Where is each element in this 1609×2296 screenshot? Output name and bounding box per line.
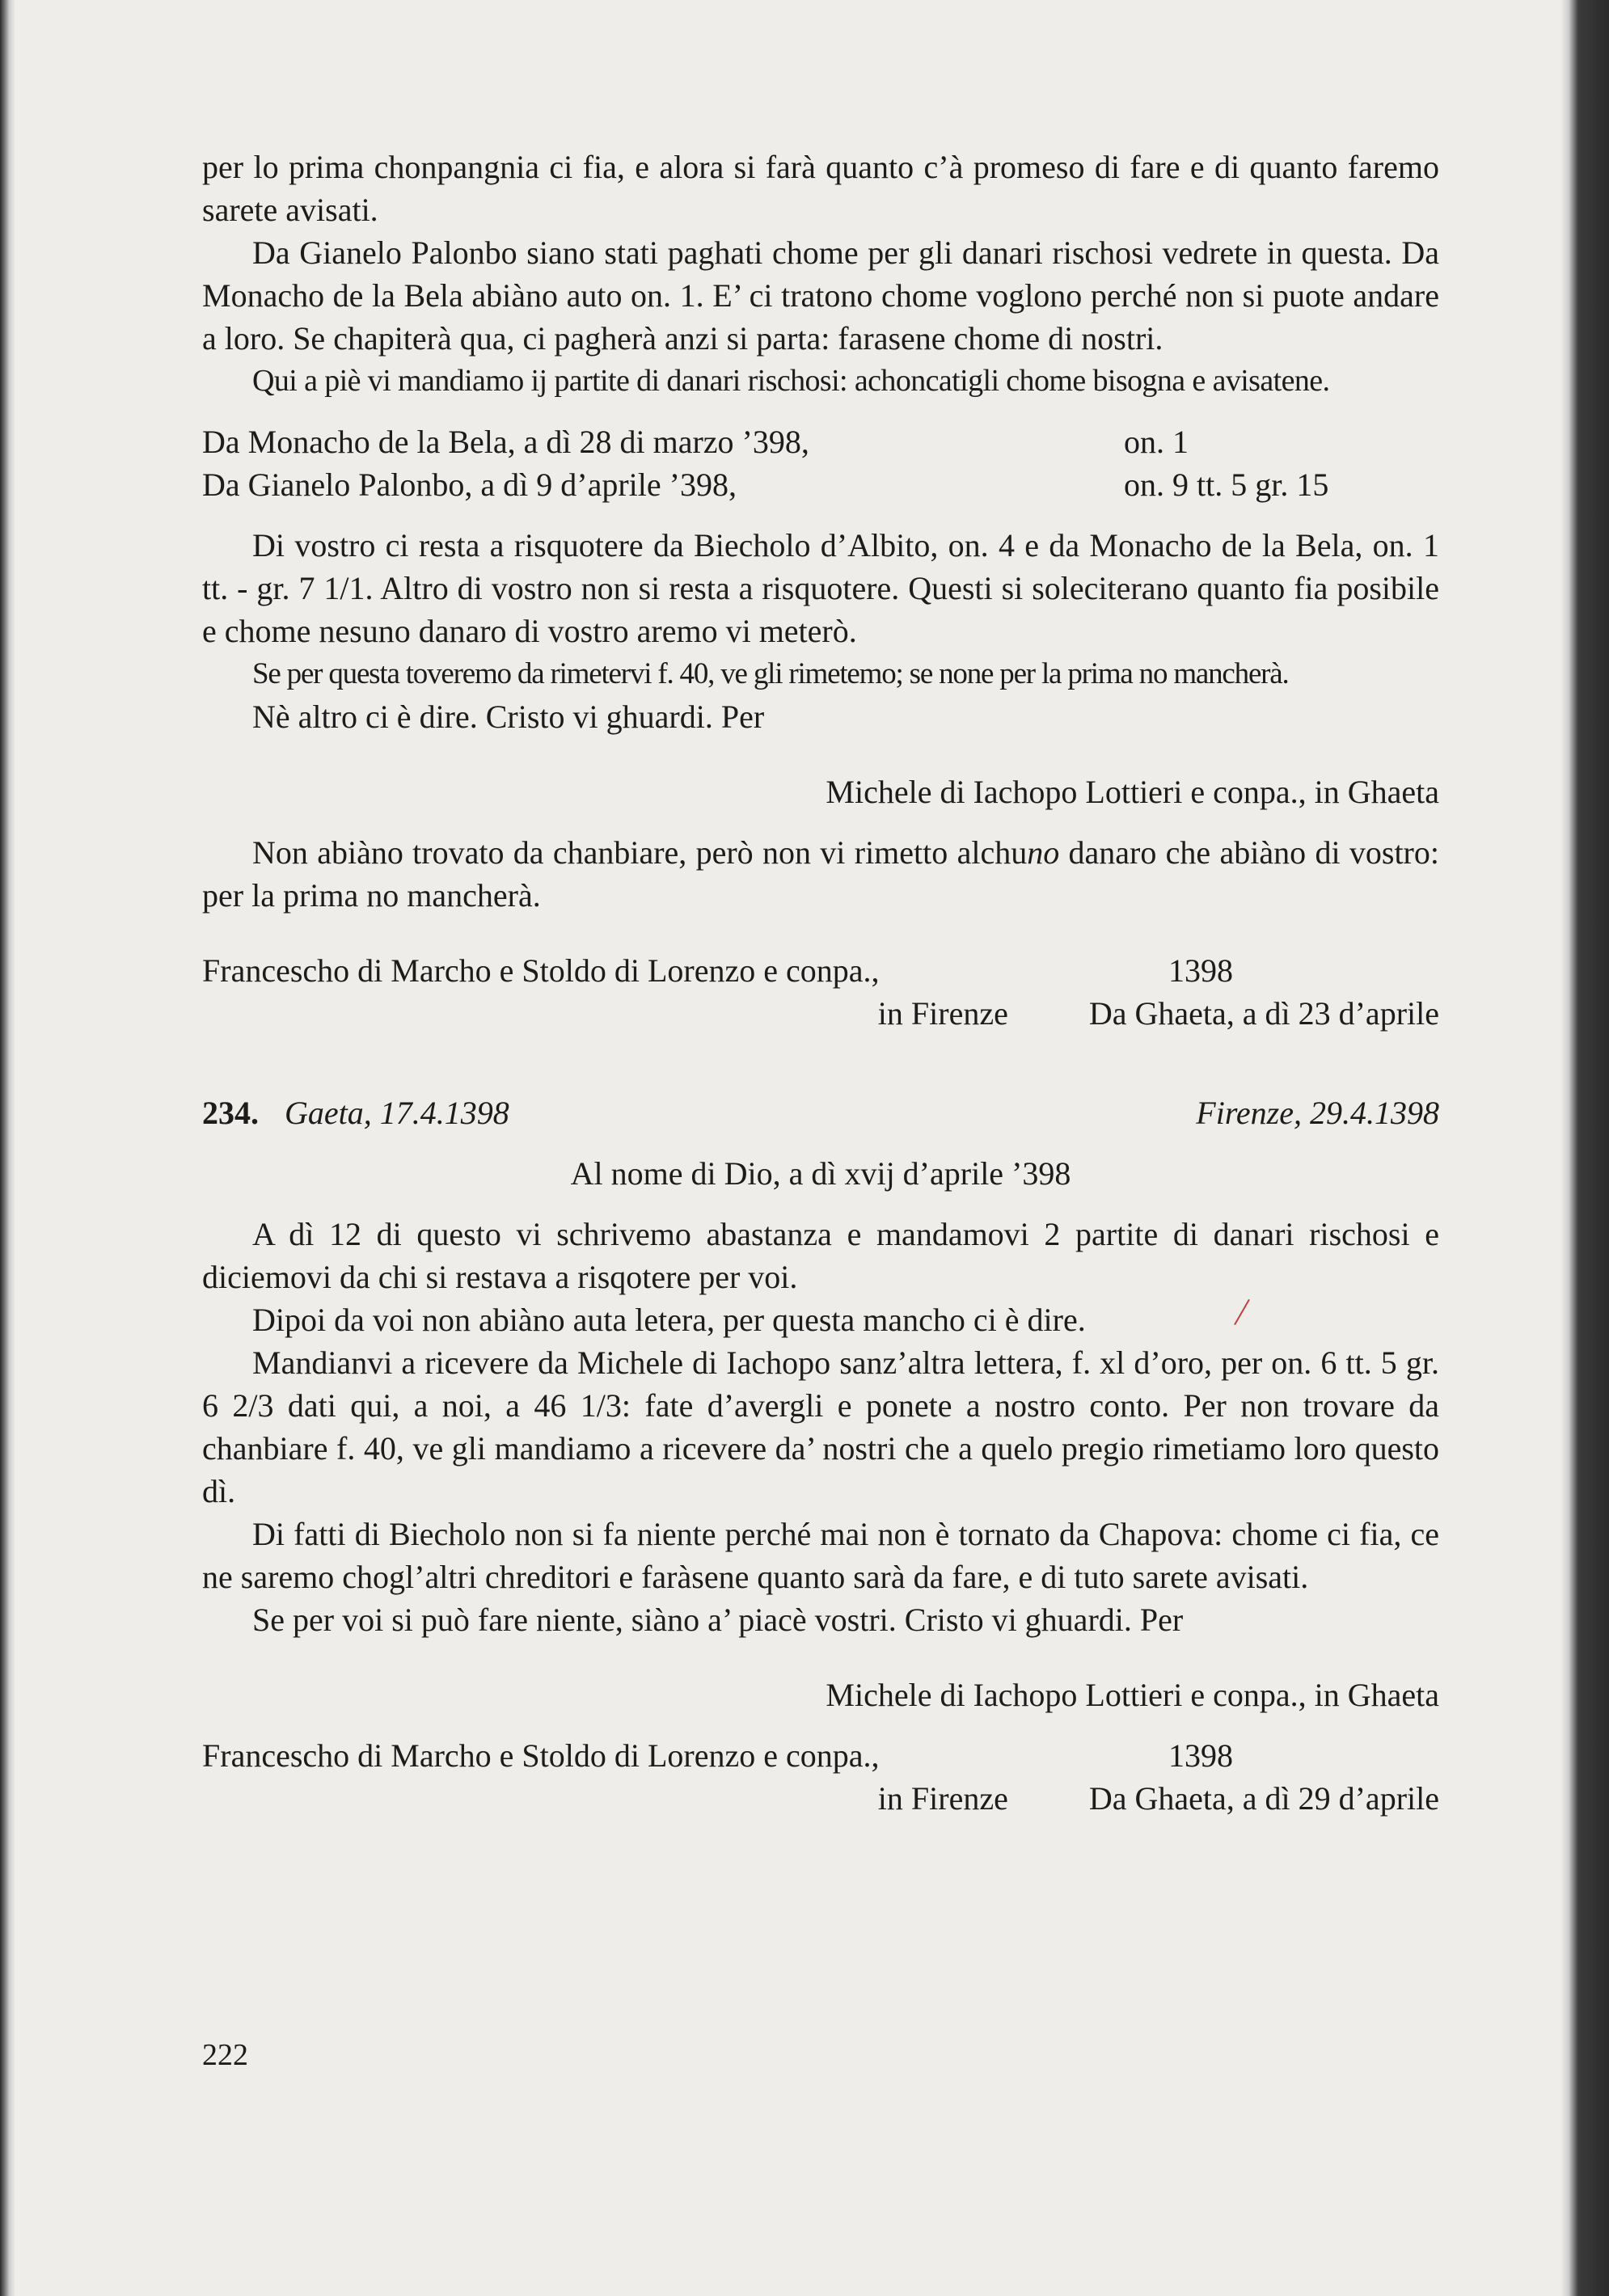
page-edge — [1560, 0, 1609, 2296]
address-dateline: Da Ghaeta, a dì 23 d’aprile — [1088, 995, 1439, 1032]
letter-number: 234. — [202, 1095, 259, 1131]
letter-number-origin — [202, 1091, 509, 1134]
paragraph-intro: per lo prima chonpangnia ci fia, e alora si farà quanto c’à promeso di fare e di quanto faremo sarete avisati. — [202, 149, 1439, 228]
account-label: Da Monacho de la Bela, a dì 28 di marzo ’398, — [202, 424, 809, 460]
letter-heading: Al nome di Dio, a dì xvij d’aprile ’398 — [570, 1155, 1071, 1192]
address-place: in Firenze — [877, 995, 1008, 1032]
account-entry-1 — [202, 420, 1439, 463]
paragraph-4: Di fatti di Biecholo non si fa niente perché mai non è tornato da Chapova: chome ci fia, ce ne saremo chogl’altri chreditori e faràsene quanto sarà da fare, e di tuto sarete avisati. — [202, 1516, 1439, 1595]
address-recipient: Francescho di Marcho e Stoldo di Lorenzo e conpa., — [202, 1737, 880, 1774]
address-line-1 — [202, 1734, 1439, 1777]
signature: Michele di Iachopo Lottieri e conpa., in Ghaeta — [826, 774, 1439, 810]
address-recipient: Francescho di Marcho e Stoldo di Lorenzo e conpa., — [202, 952, 880, 989]
paragraph-1: A dì 12 di questo vi schrivemo abastanza e mandamovi 2 partite di danari rischosi e diciemovi da chi si restava a risqotere per voi. — [202, 1216, 1439, 1295]
address-place: in Firenze — [877, 1780, 1008, 1817]
book-spine-shadow — [0, 0, 15, 2296]
paragraph-2: Dipoi da voi non abiàno auta letera, per questa mancho ci è dire. — [252, 1302, 1086, 1338]
paragraph-5: Se per voi si può fare niente, siàno a’ piacè vostri. Cristo vi ghuardi. Per — [252, 1602, 1184, 1638]
account-amount: on. 9 tt. 5 gr. 15 — [1124, 466, 1329, 503]
paragraph-postscript — [202, 831, 1439, 917]
address-year: 1398 — [1168, 1737, 1233, 1774]
letter-header — [202, 1091, 1439, 1134]
signature: Michele di Iachopo Lottieri e conpa., in Ghaeta — [826, 1677, 1439, 1713]
account-entry-2 — [202, 463, 1439, 506]
account-amount: on. 1 — [1124, 424, 1189, 460]
page-number: 222 — [202, 2038, 248, 2072]
postscript-text-end: danaro che abiàno di vostro: per la prima no mancherà. — [202, 834, 1439, 914]
postscript-text: Non abiàno trovato da chanbiare, però non vi rimetto alchu — [252, 834, 1028, 871]
paragraph-3: Mandianvi a ricevere da Michele di Iachopo sanz’altra lettera, f. xl d’oro, per on. 6 tt. 5 gr. 6 2/3 dati qui, a noi, a 46 1/3: fate d’avergli e ponete a nostro conto. Per non trovare da chanbiare f. 40, ve gli mandiamo a ricevere da’ nostri che a quelo pregio rimetiamo loro questo dì. — [202, 1344, 1439, 1509]
address-line-2 — [202, 1777, 1439, 1820]
letter-destination: Firenze, 29.4.1398 — [1196, 1095, 1439, 1131]
account-label: Da Gianelo Palonbo, a dì 9 d’aprile ’398, — [202, 466, 737, 503]
address-dateline: Da Ghaeta, a dì 29 d’aprile — [1088, 1780, 1439, 1817]
paragraph-partite: Qui a piè vi mandiamo ij partite di danari rischosi: achoncatigli chome bisogna e avisatene. — [252, 364, 1330, 398]
text-block — [202, 146, 1439, 1820]
paragraph-rimeter: Se per questa toveremo da rimetervi f. 40, ve gli rimetemo; se none per la prima no mancherà. — [252, 657, 1289, 690]
address-line-2 — [202, 992, 1439, 1035]
paragraph-closing: Nè altro ci è dire. Cristo vi ghuardi. Per — [252, 699, 765, 735]
letter-origin: Gaeta, 17.4.1398 — [285, 1095, 509, 1131]
address-line-1 — [202, 949, 1439, 992]
paragraph-gianelo: Da Gianelo Palonbo siano stati paghati chome per gli danari rischosi vedrete in questa. Da Monacho de la Bela abiàno auto on. 1. E’ ci tratono chome voglono perché non si puote andare a loro. Se chapiterà qua, ci pagherà anzi si parta: farasene chome di nostri. — [202, 234, 1439, 357]
paragraph-resta: Di vostro ci resta a risquotere da Biecholo d’Albito, on. 4 e da Monacho de la Bela, on. 1 tt. - gr. 7 1/1. Altro di vostro non si resta a risquotere. Questi si soleciterano quanto fia posibile e chome nesuno danaro di vostro aremo vi meterò. — [202, 527, 1439, 649]
postscript-italic: no — [1027, 834, 1060, 871]
address-year: 1398 — [1168, 952, 1233, 989]
